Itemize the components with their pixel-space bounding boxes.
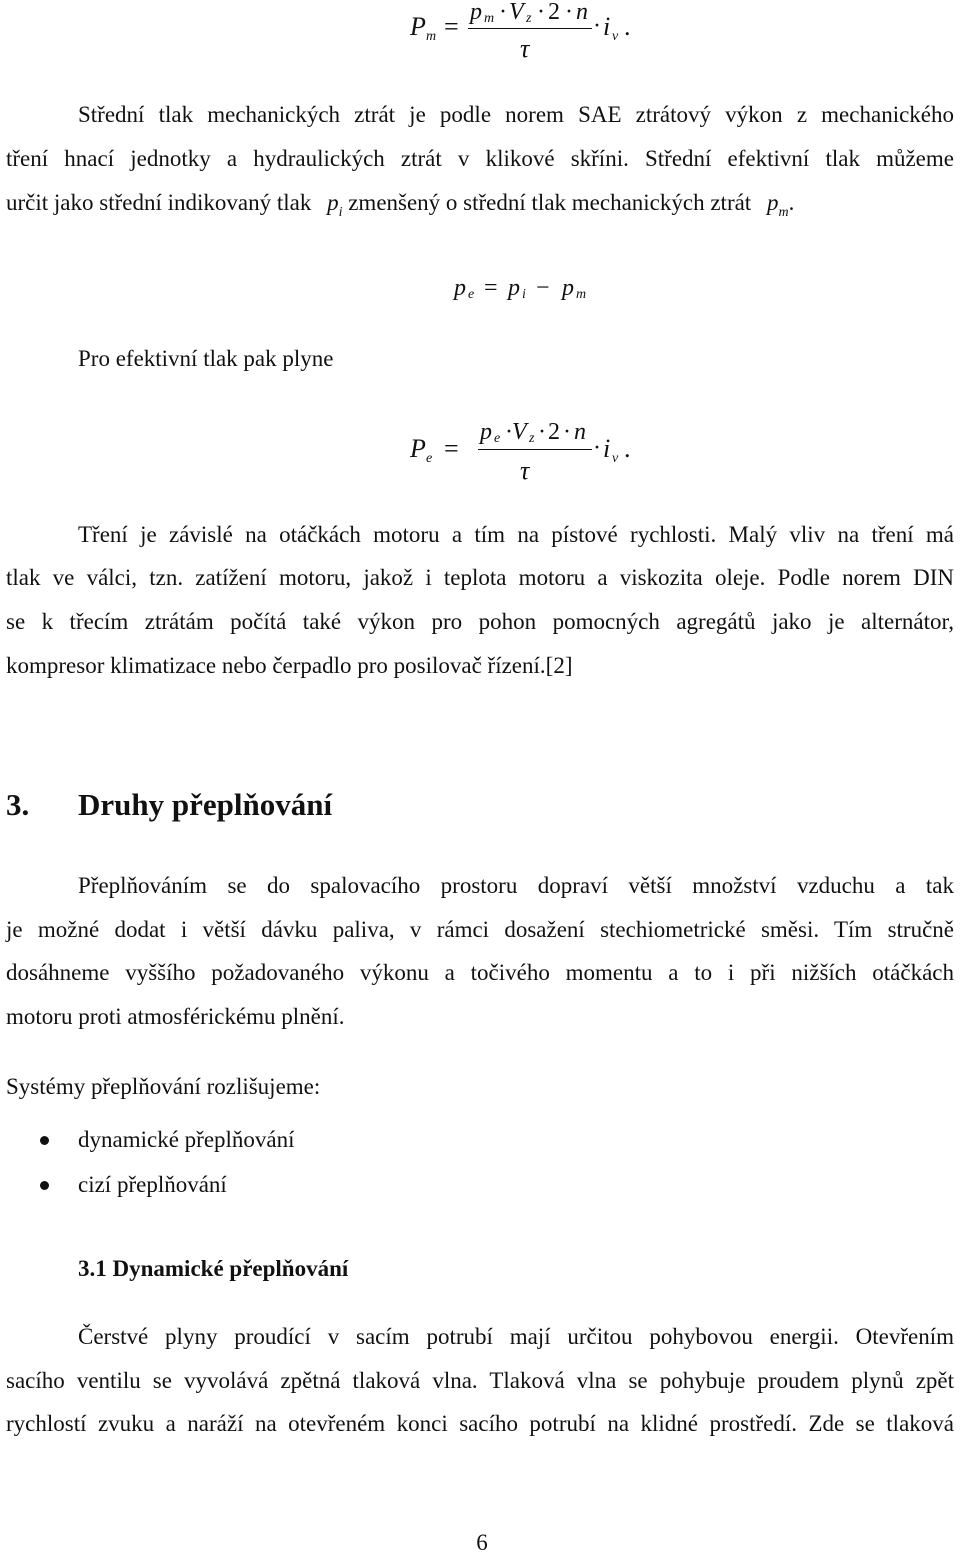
paragraph-line: Pro efektivní tlak pak plyne — [78, 346, 334, 371]
formula-dot: · — [563, 419, 571, 445]
formula-symbol: τ — [520, 456, 530, 485]
formula-symbol: p — [480, 419, 492, 445]
formula-period: . — [624, 434, 631, 463]
formula-symbol: V — [509, 0, 524, 25]
paragraph-text: zmenšený o střední tlak mechanických ztrát — [348, 190, 752, 215]
formula-dot: · — [538, 419, 546, 445]
formula-subscript: e — [426, 451, 433, 466]
formula-symbol: P — [410, 12, 426, 41]
formula-equals: = — [444, 12, 459, 41]
fraction-bar — [478, 449, 592, 450]
formula-symbol: i — [603, 12, 611, 41]
formula-period: . — [624, 12, 631, 41]
bullet-icon — [40, 1181, 49, 1190]
formula-number: 2 — [548, 419, 560, 445]
formula-subscript: i — [522, 287, 526, 302]
formula-subscript: z — [529, 431, 535, 446]
paragraph-line: Systémy přeplňování rozlišujeme: — [6, 1074, 321, 1099]
formula-subscript: m — [484, 11, 495, 26]
formula-dot: · — [593, 435, 601, 461]
paragraph-line: Čerstvé plyny proudící v sacím potrubí mají určitou pohybovou energii. Otevřením — [78, 1324, 954, 1349]
paragraph-line: rychlostí zvuku a naráží na otevřeném konci sacího potrubí na klidné prostředí. Zde se tlaková — [6, 1411, 954, 1436]
formula-symbol: τ — [520, 34, 530, 63]
formula-subscript: v — [612, 29, 619, 44]
formula-equals: = — [444, 434, 459, 463]
formula-subscript: e — [468, 287, 475, 302]
inline-math-subscript: i — [338, 205, 343, 220]
formula-symbol: n — [574, 419, 586, 445]
formula-dot: · — [505, 419, 513, 445]
paragraph-text: . — [788, 190, 795, 215]
formula-symbol: n — [576, 0, 588, 25]
formula-equals: = — [484, 275, 498, 301]
paragraph-line: motoru proti atmosférickému plnění. — [6, 1004, 345, 1029]
paragraph-line — [6, 188, 954, 222]
paragraph-line: Tření je závislé na otáčkách motoru a tím na pístové rychlosti. Malý vliv na tření má — [78, 522, 954, 547]
formula-minus: − — [536, 275, 550, 301]
section-heading-number: 3. — [6, 787, 30, 822]
section-heading-title: Druhy přeplňování — [78, 787, 333, 822]
inline-math-symbol: p — [766, 190, 779, 215]
formula-number: 2 — [548, 0, 560, 25]
paragraph-line: Střední tlak mechanických ztrát je podle norem SAE ztrátový výkon z mechanického — [78, 102, 954, 127]
formula-symbol: p — [470, 0, 482, 25]
paragraph-line: tlak ve válci, tzn. zatížení motoru, jakož i teplota motoru a viskozita oleje. Podle norem DIN — [6, 565, 954, 590]
paragraph-line: dosáhneme vyššího požadovaného výkonu a točivého momentu a to i při nižších otáčkách — [6, 960, 954, 985]
paragraph-line: tření hnací jednotky a hydraulických ztrát v klikové skříni. Střední efektivní tlak můžeme — [6, 146, 954, 171]
inline-math-symbol: p — [327, 190, 339, 215]
list-item: cizí přeplňování — [78, 1172, 227, 1197]
list-item: dynamické přeplňování — [78, 1127, 295, 1152]
paragraph-line: sacího ventilu se vyvolává zpětná tlaková vlna. Tlaková vlna se pohybuje proudem plynů zpět — [6, 1368, 954, 1393]
paragraph-line: Přeplňováním se do spalovacího prostoru dopraví větší množství vzduchu a tak — [78, 873, 954, 898]
formula-subscript: m — [576, 287, 587, 302]
formula-subscript: z — [526, 11, 532, 26]
formula-symbol: p — [562, 275, 574, 301]
formula-symbol: p — [508, 275, 520, 301]
formula-symbol: P — [410, 434, 426, 463]
paragraph-line: kompresor klimatizace nebo čerpadlo pro posilovač řízení.[2] — [6, 653, 573, 678]
formula-symbol: V — [512, 419, 527, 445]
inline-math-subscript: m — [778, 205, 789, 220]
paragraph-line: je možné dodat i větší dávku paliva, v rámci dosažení stechiometrické směsi. Tím stručně — [6, 917, 954, 942]
bullet-icon — [40, 1136, 49, 1145]
formula-dot: · — [565, 0, 573, 25]
paragraph-text: určit jako střední indikovaný tlak — [6, 190, 312, 215]
formula-subscript: v — [612, 451, 619, 466]
formula-symbol: p — [454, 275, 466, 301]
subsection-heading: 3.1 Dynamické přeplňování — [78, 1256, 349, 1281]
formula-dot: · — [537, 0, 545, 25]
formula-subscript: e — [494, 431, 501, 446]
paragraph-line: se k třecím ztrátám počítá také výkon pro pohon pomocných agregátů jako je alternátor, — [6, 609, 954, 634]
formula-subscript: m — [426, 29, 437, 44]
formula-dot: · — [593, 13, 601, 39]
formula-dot: · — [499, 0, 507, 25]
formula-symbol: i — [603, 434, 611, 463]
page-number: 6 — [476, 1530, 488, 1555]
fraction-bar — [468, 28, 592, 29]
